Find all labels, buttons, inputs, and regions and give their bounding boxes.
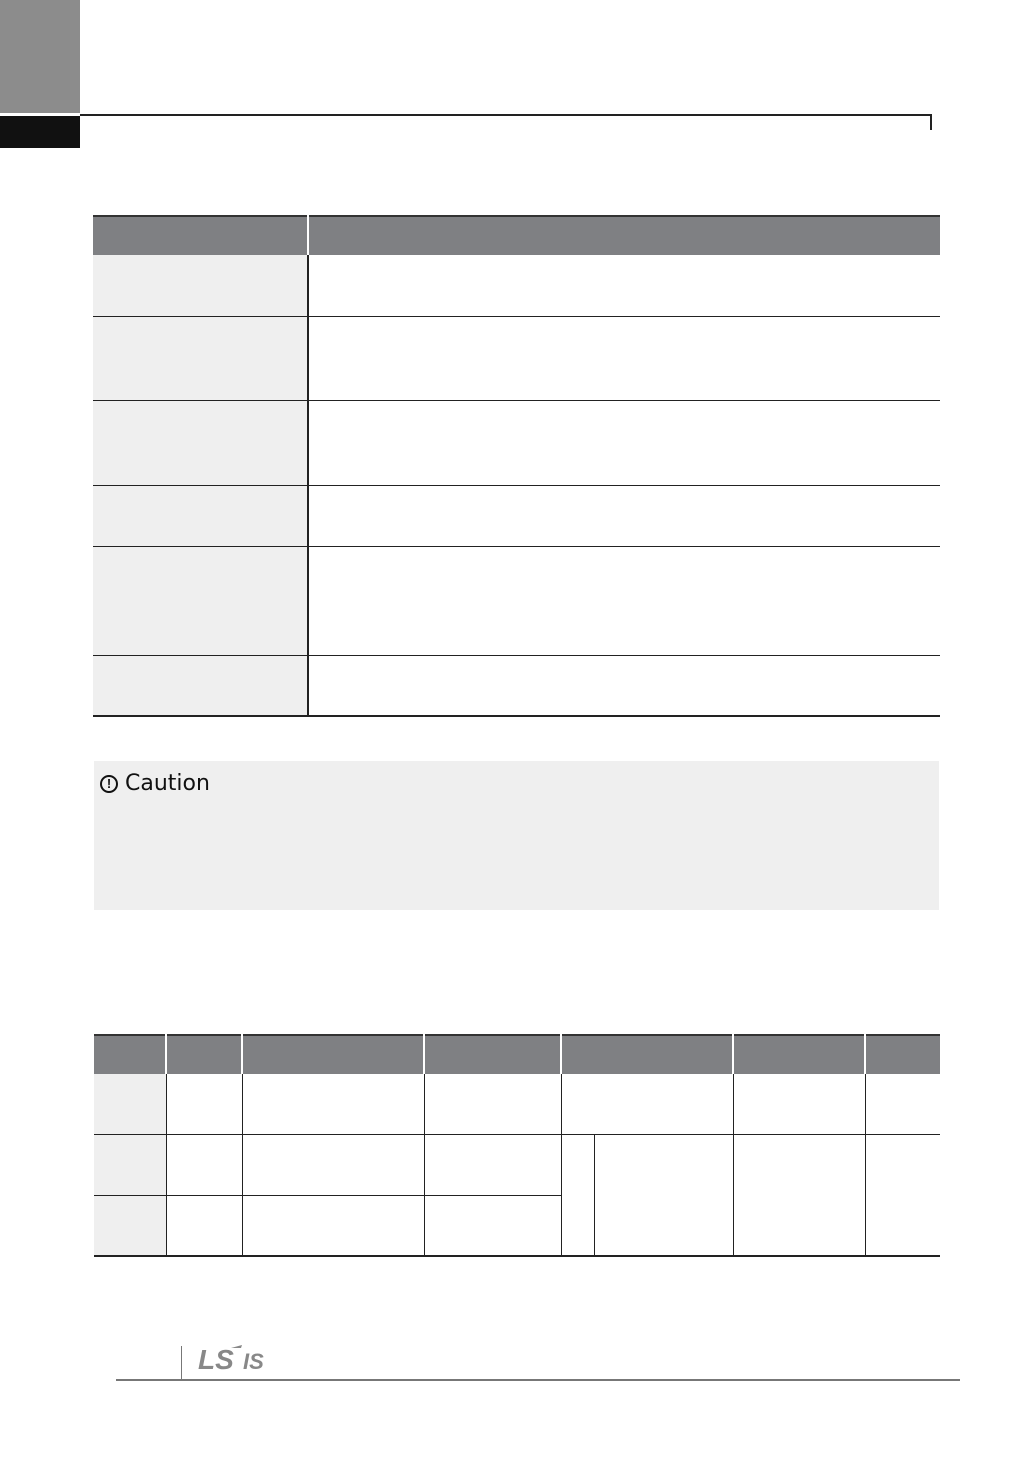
table-cell: [242, 1134, 424, 1195]
table-row: [94, 1074, 940, 1134]
table-cell: [93, 316, 308, 400]
exclamation-circle-icon: !: [100, 775, 118, 793]
table-header-row: [93, 216, 940, 255]
table-header-cell: [733, 1035, 865, 1074]
table-cell: [94, 1074, 166, 1134]
table-header-row: [94, 1035, 940, 1074]
table-row: [93, 655, 940, 716]
table-cell: [242, 1195, 424, 1256]
table-cell: [733, 1134, 865, 1256]
lsis-logo: [198, 1344, 280, 1374]
table-cell: [865, 1134, 940, 1256]
table-cell: [308, 316, 940, 400]
table-row: [94, 1134, 940, 1195]
table-cell: [93, 400, 308, 485]
table-header-cell: [561, 1035, 733, 1074]
table-header-cell: [242, 1035, 424, 1074]
table-cell: [865, 1074, 940, 1134]
table-header-cell: [166, 1035, 242, 1074]
table-cell: [308, 485, 940, 546]
footer-divider: [181, 1346, 182, 1380]
table-cell: [94, 1134, 166, 1195]
parameter-setting-table: [94, 1034, 940, 1257]
table-cell: [166, 1074, 242, 1134]
table-cell: [308, 400, 940, 485]
table-header-cell: [94, 1035, 166, 1074]
table-cell: [424, 1195, 561, 1256]
table-header-cell: [865, 1035, 940, 1074]
table-row: [93, 400, 940, 485]
table-header-cell: [308, 216, 940, 255]
chapter-tab-grey: [0, 0, 80, 113]
table-cell: [308, 546, 940, 655]
table-cell: [94, 1195, 166, 1256]
svg-text:LS: LS: [198, 1344, 234, 1374]
table-row: [93, 546, 940, 655]
table-cell: [561, 1134, 594, 1256]
header-rule: [80, 114, 932, 116]
table-row: [93, 255, 940, 316]
table-cell: [93, 485, 308, 546]
chapter-tab-black: [0, 116, 80, 148]
table-cell: [733, 1074, 865, 1134]
table-cell: [166, 1195, 242, 1256]
parameter-description-table: [93, 215, 940, 717]
caution-heading: [100, 771, 210, 796]
table-cell: [308, 255, 940, 316]
table-cell: [242, 1074, 424, 1134]
table-cell: [308, 655, 940, 716]
table-header-cell: [424, 1035, 561, 1074]
footer-rule: [116, 1379, 960, 1381]
header-rule-tick: [930, 114, 932, 130]
table-cell: [93, 655, 308, 716]
table-row: [93, 316, 940, 400]
caution-box: [94, 761, 939, 910]
table-cell: [166, 1134, 242, 1195]
table-cell: [93, 255, 308, 316]
table-cell: [424, 1074, 561, 1134]
table-cell: [594, 1134, 733, 1256]
table-header-cell: [93, 216, 308, 255]
table-cell: [424, 1134, 561, 1195]
caution-title: Caution: [125, 771, 210, 796]
table-row: [93, 485, 940, 546]
table-cell: [561, 1074, 733, 1134]
table-cell: [93, 546, 308, 655]
svg-text:IS: IS: [243, 1349, 264, 1374]
